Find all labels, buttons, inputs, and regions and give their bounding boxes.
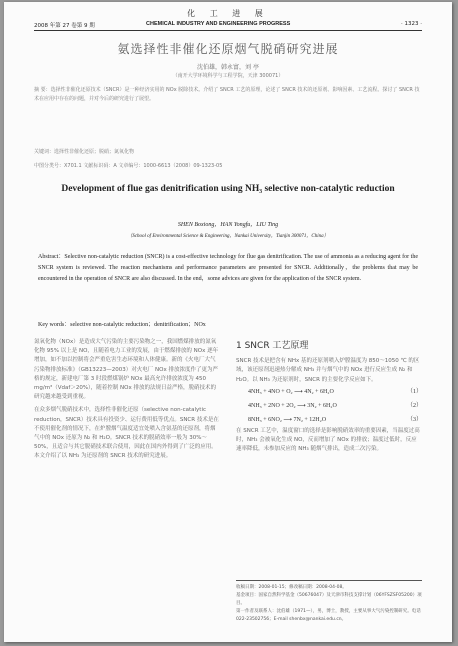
footnote: 收稿日期：2008-01-15；修改稿日期：2008-04-08。 基金项目：国家自然科学基金（50676047）及天津市科技支撑计划（06YFSZSF05200）项目。 第一作者及联系人：沈伯雄（1971—），男，博士，教授，主要从事大气污染控制研究。电话 022-23502756；E-mail shenbx@nankai.edu.cn。 bbox=[236, 580, 422, 624]
english-abstract: Abstract：Selective non-catalytic reduction (SNCR) is a cost-effective technology for flue gas denitrification. The use of ammonia as a reducing agent for the SNCR system is reviewed. The reaction mechanisms and performance parameters are presented for SNCR. Additionally，the problems that may be encountered in the operation of SNCR are also discussed. In the end，some advices are given for the application of the SNCR system. bbox=[38, 254, 418, 282]
chinese-title: 氨选择性非催化还原烟气脱硝研究进展 bbox=[117, 42, 339, 56]
body-right-column bbox=[236, 338, 422, 454]
equation-number: （3） bbox=[406, 416, 422, 423]
english-authors: SHEN Boxiong，HAN Yongfu，LIU Ting bbox=[177, 222, 279, 228]
chinese-affiliation: （南开大学环境科学与工程学院，天津 300071） bbox=[172, 73, 284, 79]
journal-title: 化 工 进 展 bbox=[187, 9, 269, 18]
body-left-column bbox=[34, 338, 220, 462]
running-header bbox=[34, 8, 422, 34]
equation-text: 8NH₃ + 6NO₂ ⟶ 7N₂ + 12H₂O bbox=[248, 416, 327, 423]
body-paragraph: SNCR 技术是把含有 NHx 基的还原剂喷入炉膛温度为 850～1050 ℃ 的区域，该还原剂迅速热分解成 NH₃ 并与烟气中的 NOx 进行反应生成 N₂ 和 H₂O。以 NH₃ 为还原剂时，SNCR 的主要化学反应如下。 bbox=[236, 358, 420, 383]
paper-page bbox=[4, 2, 452, 642]
body-paragraph: 在众多烟气脱硝技术中，选择性非催化还原（selective non-catalytic reduction，SNCR）技术具有投资少、运行费用低等优点。SNCR 技术是在不使用催化剂的情况下，在炉膛烟气温度适宜处喷入含氨基的还原剂，将烟气中的 NOx 还原为 N₂ 和 H₂O。SNCR 技术的脱硝效率一般为 30%～50%，且适合与其它脱硝技术联合使用，因此在国内外得到了广泛的应用。本文介绍了以 NH₃ 为还原剂的 SNCR 技术的研究进展。 bbox=[34, 407, 219, 460]
english-title: Development of flue gas denitrification using NH₃ selective non-catalytic reduction bbox=[61, 184, 395, 194]
equation-number: （1） bbox=[406, 388, 422, 395]
equation-1 bbox=[236, 385, 422, 399]
page-number: · 1323 · bbox=[401, 21, 422, 27]
english-affiliation: （School of Environmental Science & Engineering，Nankai University，Tianjin 300071，China） bbox=[127, 234, 329, 239]
section-heading: 1 SNCR 工艺原理 bbox=[236, 341, 309, 351]
chinese-authors: 沈伯雄，韩永富，刘 亭 bbox=[197, 64, 259, 71]
equation-text: 4NH₃ + 4NO + O₂ ⟶ 4N₂ + 6H₂O bbox=[248, 388, 334, 395]
equation-3 bbox=[236, 413, 422, 427]
equation-2 bbox=[236, 399, 422, 413]
chinese-keywords: 关键词：选择性非催化还原；脱硝；氮氧化物 bbox=[34, 149, 135, 155]
header-rule bbox=[34, 30, 422, 31]
equation-text: 4NH₃ + 2NO + 2O₂ ⟶ 3N₂ + 6H₂O bbox=[248, 402, 337, 409]
body-paragraph: 氮氧化物（NOx）是造成大气污染的主要污染物之一，我国燃煤排放的氮氧化物 95% 以上是 NO，且随着电力工业的发展，由于燃煤排放的 NOx 逐年增加，如不加以控制将会严重危害生态环境和人体健康。新的《火电厂大气污染物排放标准》（GB13223—2003）对火电厂 NOx 排放浓度作了更为严格的规定，新建电厂第 3 时段燃煤锅炉 NOx 最高允许排放浓度为 450 mg/m³（Vdaf＞20%），随着控制 NOx 排放的法规日益严格，脱硝技术的研究越来越受到重视。 bbox=[34, 339, 219, 401]
classification-line: 中图分类号：X701.1 文献标识码：A 文章编号：1000-6613（2008）09-1323-05 bbox=[34, 163, 223, 169]
journal-english-title: CHEMICAL INDUSTRY AND ENGINEERING PROGRESS bbox=[146, 21, 291, 27]
english-keywords: Key words：selective non-catalytic reduction；denitrification；NOx bbox=[38, 322, 206, 328]
equation-number: （2） bbox=[406, 402, 422, 409]
issue-info: 2008 年第 27 卷第 9 期 bbox=[34, 23, 95, 29]
body-paragraph: 在 SNCR 工艺中，温度窗口的选择是影响脱硝效率的重要因素，当温度过高时，NH₃ 会被氧化生成 NO，反而增加了 NOx 的排放；温度过低时，反应速率降低，未参加反应的 NH₃ 随烟气排出，造成二次污染。 bbox=[236, 427, 420, 453]
chinese-abstract: 摘 要：选择性非催化还原技术（SNCR）是一种经济实用的 NOx 脱除技术。介绍了 SNCR 工艺的原理，论述了 SNCR 技术的还原剂、影响因素、工艺流程。探讨了 SNCR 技术在应用中存在的问题，并对今后的研究进行了展望。 bbox=[34, 87, 420, 102]
